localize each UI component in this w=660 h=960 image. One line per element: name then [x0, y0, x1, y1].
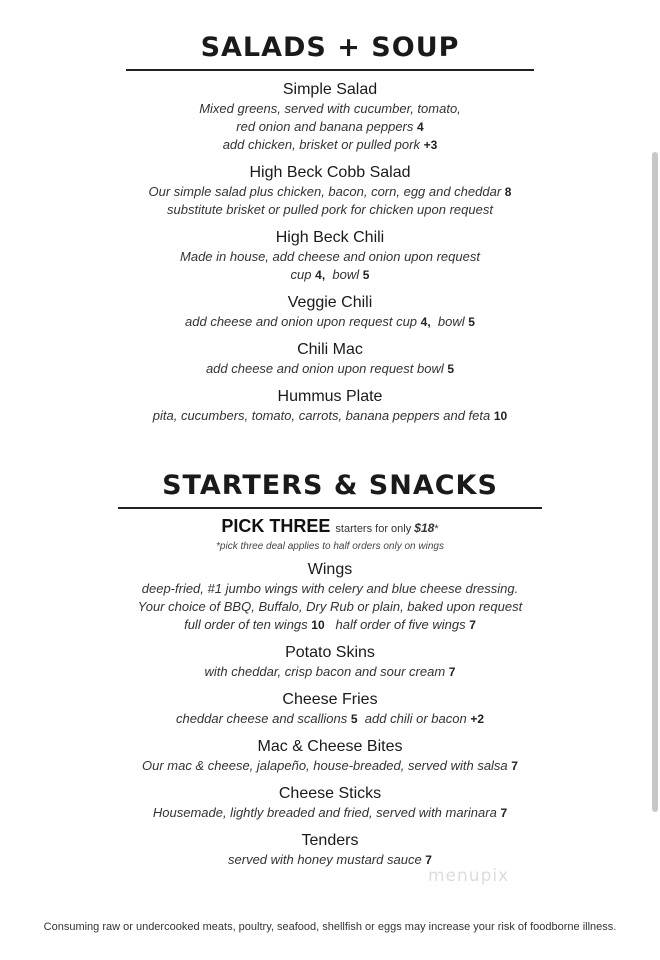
item-price: 7	[425, 853, 432, 867]
item-price: 10	[493, 409, 508, 423]
item-name: Mac & Cheese Bites	[257, 738, 403, 755]
salads-soup-section	[0, 32, 660, 425]
item-price: 8	[504, 185, 512, 199]
salads-item-list	[0, 80, 660, 425]
starters-section-title: STARTERS & SNACKS	[162, 470, 498, 501]
starters-item-list	[0, 560, 660, 869]
menu-item-simple-salad	[0, 80, 660, 154]
menu-item-veggie-chili	[0, 293, 660, 331]
item-name: Potato Skins	[285, 644, 375, 661]
item-price: 4	[417, 120, 424, 134]
section-divider	[126, 69, 534, 71]
item-description: pita, cucumbers, tomato, carrots, banana peppers and feta 10	[152, 408, 508, 423]
item-price: 7	[511, 759, 518, 773]
bowl-price: 5	[468, 315, 475, 329]
item-description: add cheese and onion upon request bowl 5	[205, 361, 455, 376]
item-price: 5	[350, 712, 358, 726]
item-name: Simple Salad	[282, 81, 378, 98]
menu-item-potato-skins	[0, 643, 660, 681]
menu-item-high-beck-chili	[0, 228, 660, 284]
item-description: red onion and banana peppers 4	[236, 119, 424, 134]
item-name: Tenders	[301, 832, 359, 849]
item-name: Chili Mac	[297, 341, 363, 358]
item-description: Made in house, add cheese and onion upon request	[180, 249, 480, 264]
menupix-watermark: menupix	[428, 866, 510, 886]
item-description: substitute brisket or pulled pork for chicken upon request	[167, 202, 493, 217]
item-description: Our mac & cheese, jalapeño, house-breaded, served with salsa 7	[142, 758, 518, 773]
section-divider	[118, 507, 542, 509]
item-description: Your choice of BBQ, Buffalo, Dry Rub or plain, baked upon request	[137, 599, 523, 614]
menu-item-cheese-fries	[0, 690, 660, 728]
item-name: High Beck Chili	[275, 229, 385, 246]
item-description: served with honey mustard sauce 7	[228, 852, 432, 867]
item-name: Cheese Sticks	[278, 785, 382, 802]
item-description: Mixed greens, served with cucumber, tomato,	[199, 101, 461, 116]
item-description: Housemade, lightly breaded and fried, served with marinara 7	[152, 805, 508, 820]
pick-three-label: PICK THREE	[221, 516, 331, 536]
menu-item-hummus-plate	[0, 387, 660, 425]
item-price-line: full order of ten wings 10 half order of five wings 7	[184, 617, 476, 632]
food-safety-disclaimer: Consuming raw or undercooked meats, poultry, seafood, shellfish or eggs may increase your risk of foodborne illness.	[43, 921, 617, 933]
item-description: with cheddar, crisp bacon and sour cream 7	[204, 664, 456, 679]
item-description: Our simple salad plus chicken, bacon, corn, egg and cheddar 8	[148, 184, 512, 199]
item-name: High Beck Cobb Salad	[249, 164, 411, 181]
cup-price: 4,	[420, 315, 431, 329]
item-name: Wings	[307, 561, 353, 578]
item-description: deep-fried, #1 jumbo wings with celery and blue cheese dressing.	[141, 581, 519, 596]
menu-item-high-beck-cobb-salad	[0, 163, 660, 219]
item-name: Hummus Plate	[277, 388, 383, 405]
half-order-price: 7	[469, 618, 476, 632]
pick-three-subtext: starters for only $18*	[335, 521, 439, 535]
bowl-price: 5	[362, 268, 370, 282]
pick-three-price: $18	[414, 521, 435, 535]
item-price-line: cup 4, bowl 5	[290, 267, 370, 282]
item-description: cheddar cheese and scallions 5 add chili or bacon +2	[175, 711, 485, 726]
addon-price: +2	[470, 712, 485, 726]
item-description: add cheese and onion upon request cup 4, bowl 5	[185, 314, 475, 329]
starters-snacks-section	[0, 470, 660, 869]
bowl-price: 5	[447, 362, 455, 376]
addon-price: +3	[423, 138, 438, 152]
pick-three-offer	[0, 515, 660, 540]
salads-section-title: SALADS + SOUP	[200, 32, 460, 63]
menu-item-chili-mac	[0, 340, 660, 378]
menu-item-tenders	[0, 831, 660, 869]
menu-item-mac-cheese-bites	[0, 737, 660, 775]
item-price: 7	[448, 665, 456, 679]
menu-item-wings	[0, 560, 660, 634]
item-name: Cheese Fries	[282, 691, 378, 708]
menu-item-cheese-sticks	[0, 784, 660, 822]
cup-price: 4,	[315, 268, 326, 282]
item-addon: add chicken, brisket or pulled pork +3	[222, 137, 438, 152]
item-name: Veggie Chili	[287, 294, 373, 311]
pick-three-note: *pick three deal applies to half orders only on wings	[216, 541, 444, 552]
full-order-price: 10	[311, 618, 325, 632]
item-price: 7	[500, 806, 508, 820]
